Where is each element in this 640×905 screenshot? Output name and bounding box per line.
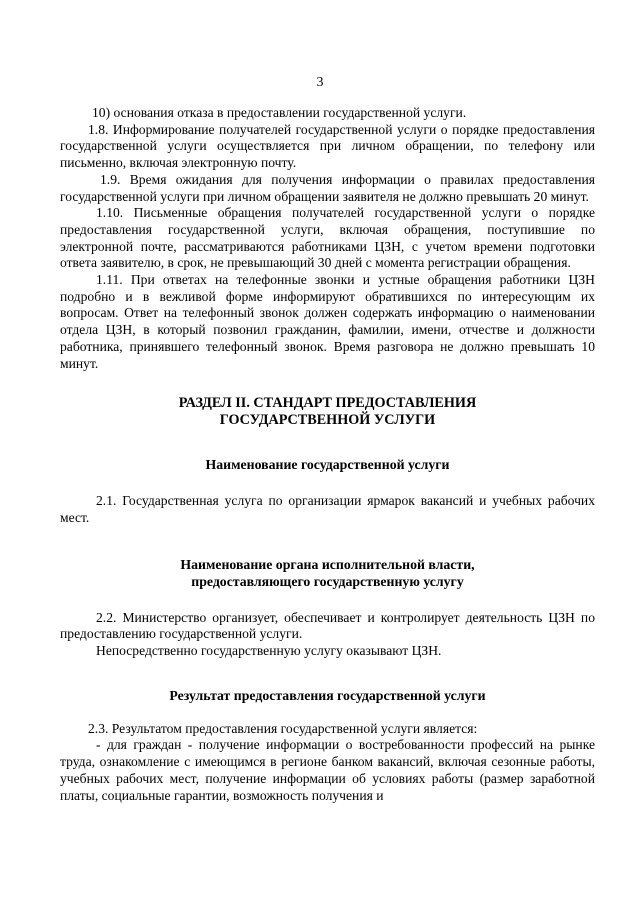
heading-authority [60,556,595,590]
section-2-title [60,395,595,429]
paragraph-2-2-continued: Непосредственно государственную услугу оказывают ЦЗН. [96,643,442,659]
page-number: 3 [316,75,324,90]
paragraph-1-10: 1.10. Письменные обращения получателей государственной услуги о порядке предоставления государственной услуги, включая обращения, поступившие по электронной почте, рассматриваются работниками ЦЗН, с учетом времени подготовки ответа заявителю, в срок, не превышающий 30 дней с момента регистрации обращения. [60,205,595,271]
paragraph-2-2: 2.2. Министерство организует, обеспечивает и контролирует деятельность ЦЗН по предоставлению государственной услуги. [60,609,595,642]
paragraph-2-3: 2.3. Результатом предоставления государственной услуги является: [88,720,478,736]
paragraph-1-9: 1.9. Время ожидания для получения информации о правилах предоставления государственной услуги при личном обращении заявителя не должно превышать 20 минут. [60,171,595,204]
paragraph-1-11: 1.11. При ответах на телефонные звонки и устные обращения работники ЦЗН подробно и в вежливой форме информируют обратившихся по интересующим их вопросам. Ответ на телефонный звонок должен содержать информацию о наименовании отдела ЦЗН, в который позвонил гражданин, фамилии, имени, отчестве и должности работника, принявшего телефонный звонок. Время разговора не должно превышать 10 минут. [60,272,595,371]
heading-authority-line-2: предоставляющего государственную услугу [191,573,464,589]
paragraph-item-10: 10) основания отказа в предоставлении государственной услуги. [92,105,467,120]
section-2-title-line-2: ГОСУДАРСТВЕННОЙ УСЛУГИ [219,412,436,429]
heading-authority-line-1: Наименование органа исполнительной власти, [180,556,475,572]
heading-result: Результат предоставления государственной услуги [169,687,486,703]
paragraph-1-8: 1.8. Информирование получателей государственной услуги о порядке предоставления государственной услуги осуществляется при личном обращении, по телефону или письменно, включая электронную почту. [60,121,595,171]
paragraph-2-1: 2.1. Государственная услуга по организации ярмарок вакансий и учебных рабочих мест. [60,493,595,525]
document-body [60,105,595,804]
paragraph-2-3-list-item: - для граждан - получение информации о востребованности профессий на рынке труда, ознакомление с имеющимся в регионе банком вакансий, включая сезонные работы, учебных рабочих мест, получение информации об условиях работы (размер заработной платы, социальные гарантии, возможность получения и [60,737,595,803]
heading-service-name: Наименование государственной услуги [205,457,450,473]
section-2-title-line-1: РАЗДЕЛ II. СТАНДАРТ ПРЕДОСТАВЛЕНИЯ [178,395,477,412]
